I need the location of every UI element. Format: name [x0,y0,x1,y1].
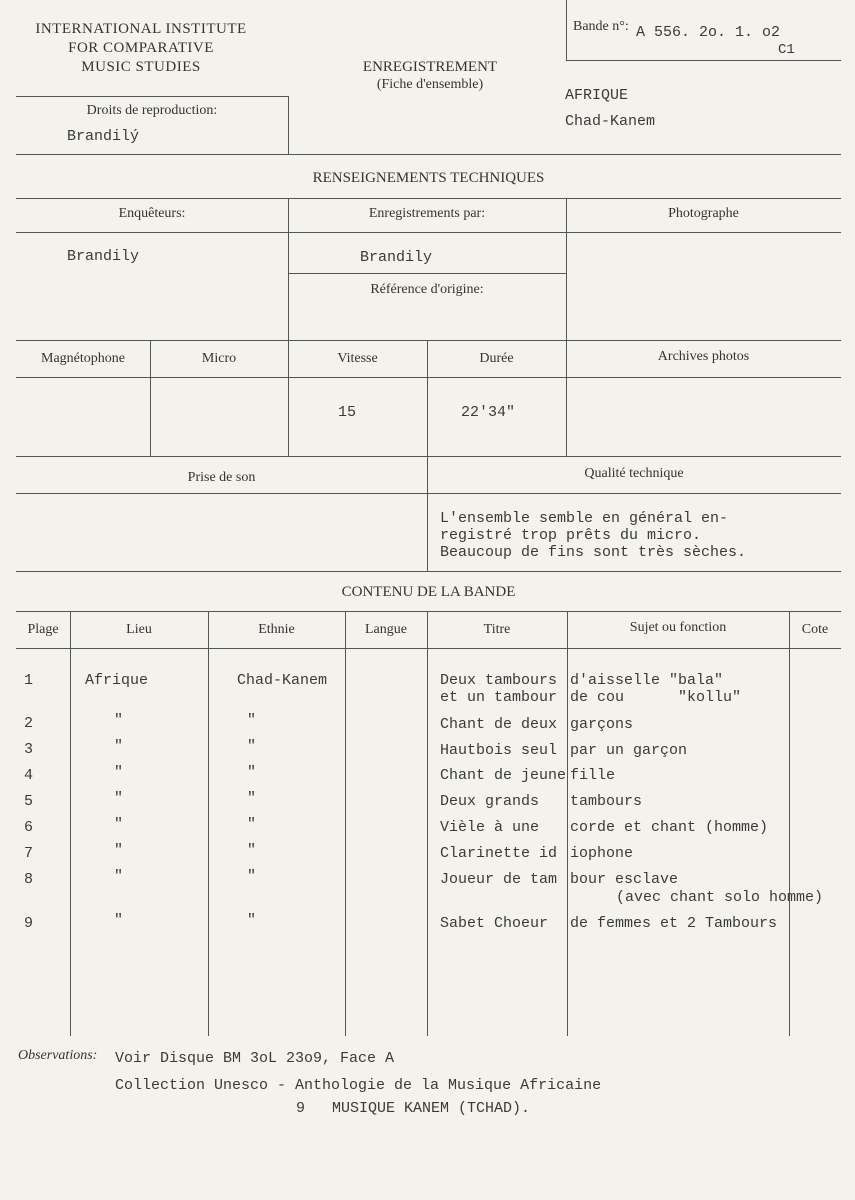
row-lieu: Afrique [85,672,149,689]
row-plage: 7 [24,845,34,862]
contents-section-title: CONTENU DE LA BANDE [341,584,516,600]
micro-label: Micro [201,351,237,366]
col-sujet: Sujet ou fonction [629,620,727,635]
region-value: AFRIQUE [565,87,629,104]
observations-line-3: 9 MUSIQUE KANEM (TCHAD). [296,1100,531,1117]
prise-de-son-label: Prise de son [187,470,256,485]
row-ethnie: " [247,816,257,833]
row-plage: 9 [24,915,34,932]
row-sujet: tambours [570,793,643,810]
row-ethnie: " [247,764,257,781]
row-sujet: de femmes et 2 Tambours [570,915,778,932]
droits-value: Brandilý [67,128,140,145]
bande-label: Bande n°: [573,19,629,34]
observations-line-1: Voir Disque BM 3oL 23o9, Face A [115,1050,395,1067]
col-cote: Cote [801,622,829,637]
row-titre: Chant de jeune [440,767,567,784]
photographe-label: Photographe [668,206,739,221]
institute-line-1: INTERNATIONAL INSTITUTE [35,21,247,37]
observations-line-2: Collection Unesco - Anthologie de la Musique Africaine [115,1077,602,1094]
row-sujet: corde et chant (homme) [570,819,769,836]
tech-section-title: RENSEIGNEMENTS TECHNIQUES [312,170,545,186]
row-titre: Sabet Choeur [440,915,549,932]
row-lieu: " [114,738,124,755]
row-titre: Hautbois seul [440,742,558,759]
row-sujet-cont: de cou "kollu" [570,689,742,706]
enregistrements-label: Enregistrements par: [368,206,486,221]
archives-photos-label: Archives photos [657,349,750,364]
row-plage: 2 [24,715,34,732]
row-ethnie: " [247,712,257,729]
duree-label: Durée [479,351,514,366]
row-ethnie: " [247,738,257,755]
col-plage: Plage [27,622,59,637]
row-sujet: d'aisselle "bala" [570,672,724,689]
qualite-line-1: L'ensemble semble en général en- [440,510,729,527]
col-langue: Langue [365,622,407,637]
row-sujet: bour esclave [570,871,679,888]
row-ethnie: " [247,790,257,807]
row-plage: 8 [24,871,34,888]
enqueteurs-value: Brandily [67,248,140,265]
row-sujet: fille [570,767,616,784]
institute-line-2: FOR COMPARATIVE [68,40,214,56]
row-lieu: " [114,842,124,859]
row-titre: Deux tambours [440,672,558,689]
col-ethnie: Ethnie [258,622,295,637]
bande-sub: C1 [778,42,795,58]
row-titre: Joueur de tam [440,871,558,888]
form-subtitle: (Fiche d'ensemble) [376,77,484,92]
duree-value: 22'34" [461,404,516,421]
enqueteurs-label: Enquêteurs: [118,206,186,221]
magnetophone-label: Magnétophone [41,351,125,366]
row-lieu: " [114,868,124,885]
row-lieu: " [114,764,124,781]
col-lieu: Lieu [126,622,152,637]
vitesse-label: Vitesse [337,351,378,366]
row-titre: Deux grands [440,793,540,810]
row-plage: 6 [24,819,34,836]
row-ethnie: Chad-Kanem [237,672,328,689]
row-sujet-cont: (avec chant solo homme) [580,889,824,906]
row-plage: 4 [24,767,34,784]
row-titre: Chant de deux [440,716,558,733]
row-lieu: " [114,912,124,929]
row-plage: 3 [24,741,34,758]
vitesse-value: 15 [338,404,357,421]
reference-label: Référence d'origine: [370,282,484,297]
enregistrements-value: Brandily [360,249,433,266]
institute-line-3: MUSIC STUDIES [81,59,201,75]
bande-value: A 556. 2o. 1. o2 [636,24,781,41]
row-sujet: garçons [570,716,634,733]
row-titre: Vièle à une [440,819,540,836]
form-title: ENREGISTREMENT [362,59,498,75]
row-plage: 5 [24,793,34,810]
row-plage: 1 [24,672,34,689]
row-sujet: par un garçon [570,742,688,759]
droits-label: Droits de reproduction: [86,103,218,118]
row-lieu: " [114,816,124,833]
qualite-text [440,510,746,561]
observations-label: Observations: [18,1048,98,1063]
row-ethnie: " [247,912,257,929]
qualite-line-3: Beaucoup de fins sont très sèches. [440,544,747,561]
qualite-line-2: registré trop prêts du micro. [440,527,702,544]
institute-name [16,20,266,77]
col-titre: Titre [483,622,511,637]
row-titre: Clarinette id [440,845,558,862]
qualite-label: Qualité technique [584,466,684,481]
row-sujet: iophone [570,845,634,862]
row-titre-cont: et un tambour [440,689,558,706]
row-ethnie: " [247,868,257,885]
row-lieu: " [114,790,124,807]
row-lieu: " [114,712,124,729]
country-value: Chad-Kanem [565,113,656,130]
row-ethnie: " [247,842,257,859]
